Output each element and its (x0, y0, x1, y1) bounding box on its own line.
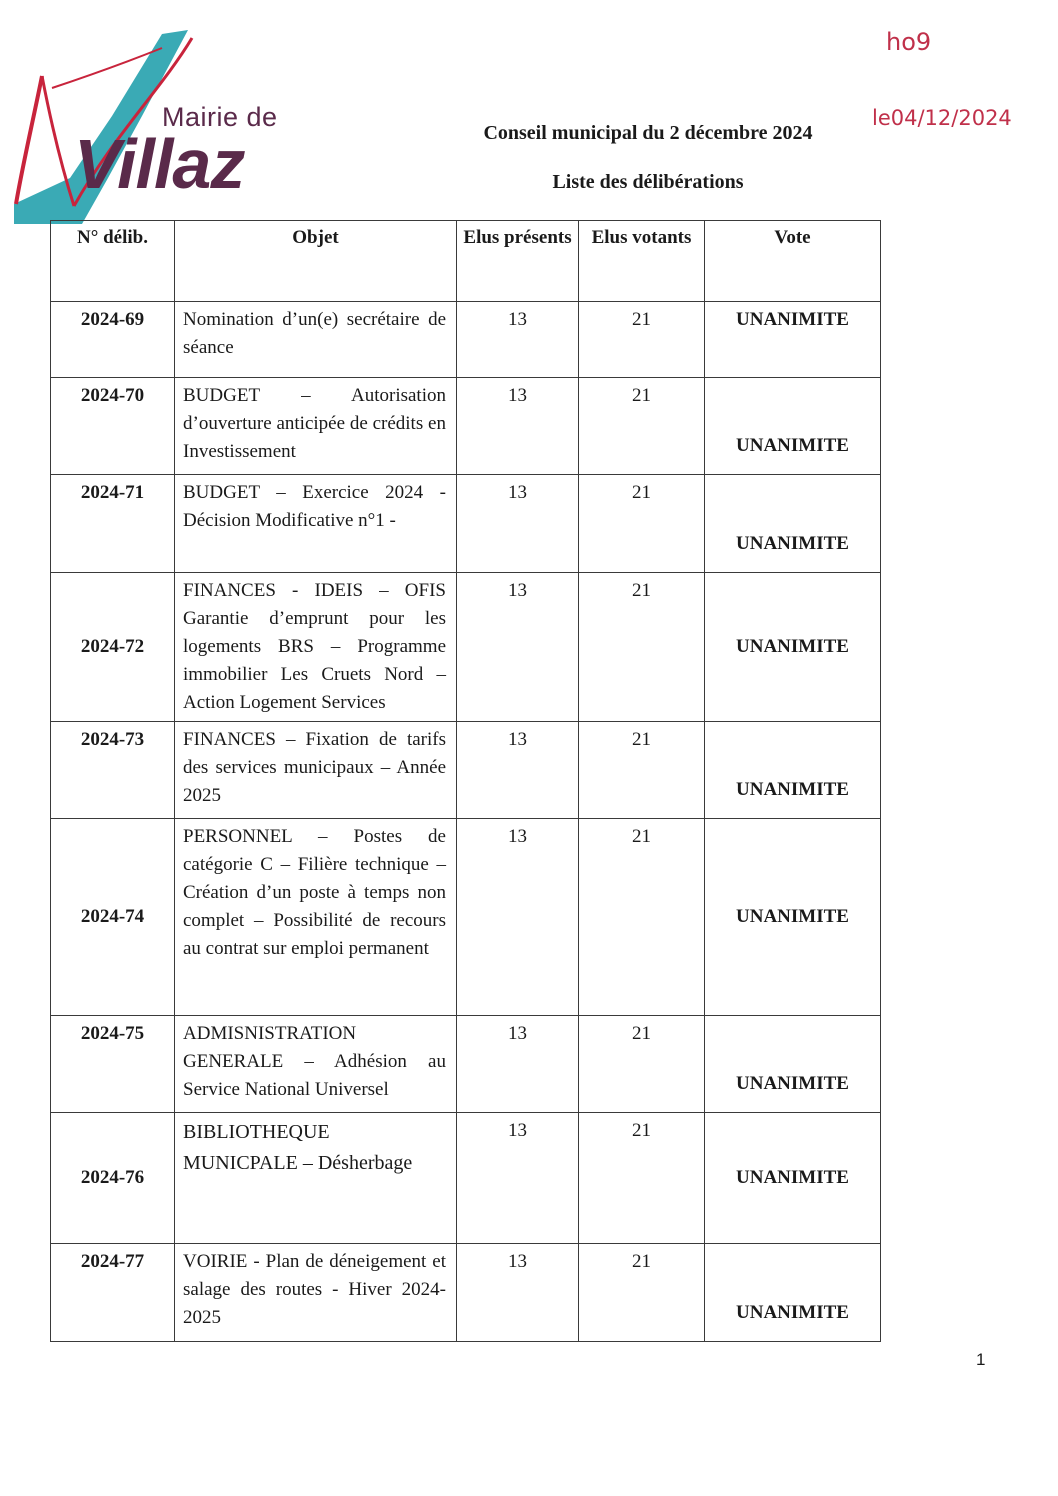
deliberation-number: 2024-74 (51, 819, 175, 1016)
deliberation-number: 2024-70 (51, 378, 175, 475)
vote-result: UNANIMITE (705, 302, 881, 378)
vote-result: UNANIMITE (705, 378, 881, 475)
deliberation-object: FINANCES - IDEIS – OFIS Garantie d’emprunt pour les logements BRS – Programme immobilier Les Cruets Nord – Action Logement Services (175, 573, 457, 722)
vote-result: UNANIMITE (705, 819, 881, 1016)
elus-presents: 13 (457, 1244, 579, 1342)
table-row (51, 819, 881, 1016)
elus-votants: 21 (579, 1016, 705, 1113)
elus-presents: 13 (457, 1113, 579, 1244)
table-row (51, 1113, 881, 1244)
vote-result: UNANIMITE (705, 1016, 881, 1113)
deliberation-object: Nomination d’un(e) secrétaire de séance (175, 302, 457, 378)
page-number: 1 (976, 1350, 986, 1369)
deliberation-number: 2024-73 (51, 722, 175, 819)
deliberation-object: BIBLIOTHEQUE MUNICPALE – Désherbage (175, 1113, 457, 1244)
table-row (51, 1016, 881, 1113)
table-header-row (51, 221, 881, 302)
column-header-num: N° délib. (51, 221, 175, 302)
logo-text-villaz: Villaz (74, 125, 245, 203)
table-row (51, 1244, 881, 1342)
table-row (51, 475, 881, 573)
column-header-objet: Objet (175, 221, 457, 302)
page-subtitle: Liste des délibérations (552, 171, 744, 193)
table-row (51, 302, 881, 378)
vote-result: UNANIMITE (705, 1244, 881, 1342)
elus-votants: 21 (579, 302, 705, 378)
table-row (51, 722, 881, 819)
deliberation-object: BUDGET – Autorisation d’ouverture anticipée de crédits en Investissement (175, 378, 457, 475)
elus-votants: 21 (579, 819, 705, 1016)
elus-presents: 13 (457, 573, 579, 722)
elus-votants: 21 (579, 1113, 705, 1244)
deliberation-object: BUDGET – Exercice 2024 - Décision Modificative n°1 - (175, 475, 457, 573)
vote-result: UNANIMITE (705, 573, 881, 722)
column-header-votants: Elus votants (579, 221, 705, 302)
handwritten-date: le04/12/2024 (872, 106, 1012, 130)
deliberation-number: 2024-71 (51, 475, 175, 573)
deliberation-object: VOIRIE - Plan de déneigement et salage des routes - Hiver 2024-2025 (175, 1244, 457, 1342)
column-header-presents: Elus présents (457, 221, 579, 302)
mairie-logo (12, 28, 292, 228)
deliberations-table (50, 220, 881, 1342)
deliberation-object: FINANCES – Fixation de tarifs des services municipaux – Année 2025 (175, 722, 457, 819)
vote-result: UNANIMITE (705, 1113, 881, 1244)
elus-votants: 21 (579, 475, 705, 573)
elus-votants: 21 (579, 378, 705, 475)
elus-votants: 21 (579, 573, 705, 722)
table-row (51, 573, 881, 722)
deliberation-number: 2024-72 (51, 573, 175, 722)
column-header-vote: Vote (705, 221, 881, 302)
table-row (51, 378, 881, 475)
deliberation-object: ADMISNISTRATION GENERALE – Adhésion au Service National Universel (175, 1016, 457, 1113)
vote-result: UNANIMITE (705, 475, 881, 573)
deliberation-number: 2024-77 (51, 1244, 175, 1342)
deliberation-number: 2024-76 (51, 1113, 175, 1244)
deliberation-number: 2024-75 (51, 1016, 175, 1113)
elus-presents: 13 (457, 302, 579, 378)
elus-presents: 13 (457, 378, 579, 475)
elus-presents: 13 (457, 1016, 579, 1113)
elus-votants: 21 (579, 1244, 705, 1342)
deliberation-object: PERSONNEL – Postes de catégorie C – Filière technique – Création d’un poste à temps non complet – Possibilité de recours au contrat sur emploi permanent (175, 819, 457, 1016)
deliberation-number: 2024-69 (51, 302, 175, 378)
page-title: Conseil municipal du 2 décembre 2024 (483, 122, 813, 144)
elus-votants: 21 (579, 722, 705, 819)
handwritten-initials: ho9 (886, 28, 932, 56)
elus-presents: 13 (457, 722, 579, 819)
logo-text-mairie: Mairie de (162, 102, 278, 132)
vote-result: UNANIMITE (705, 722, 881, 819)
elus-presents: 13 (457, 819, 579, 1016)
elus-presents: 13 (457, 475, 579, 573)
